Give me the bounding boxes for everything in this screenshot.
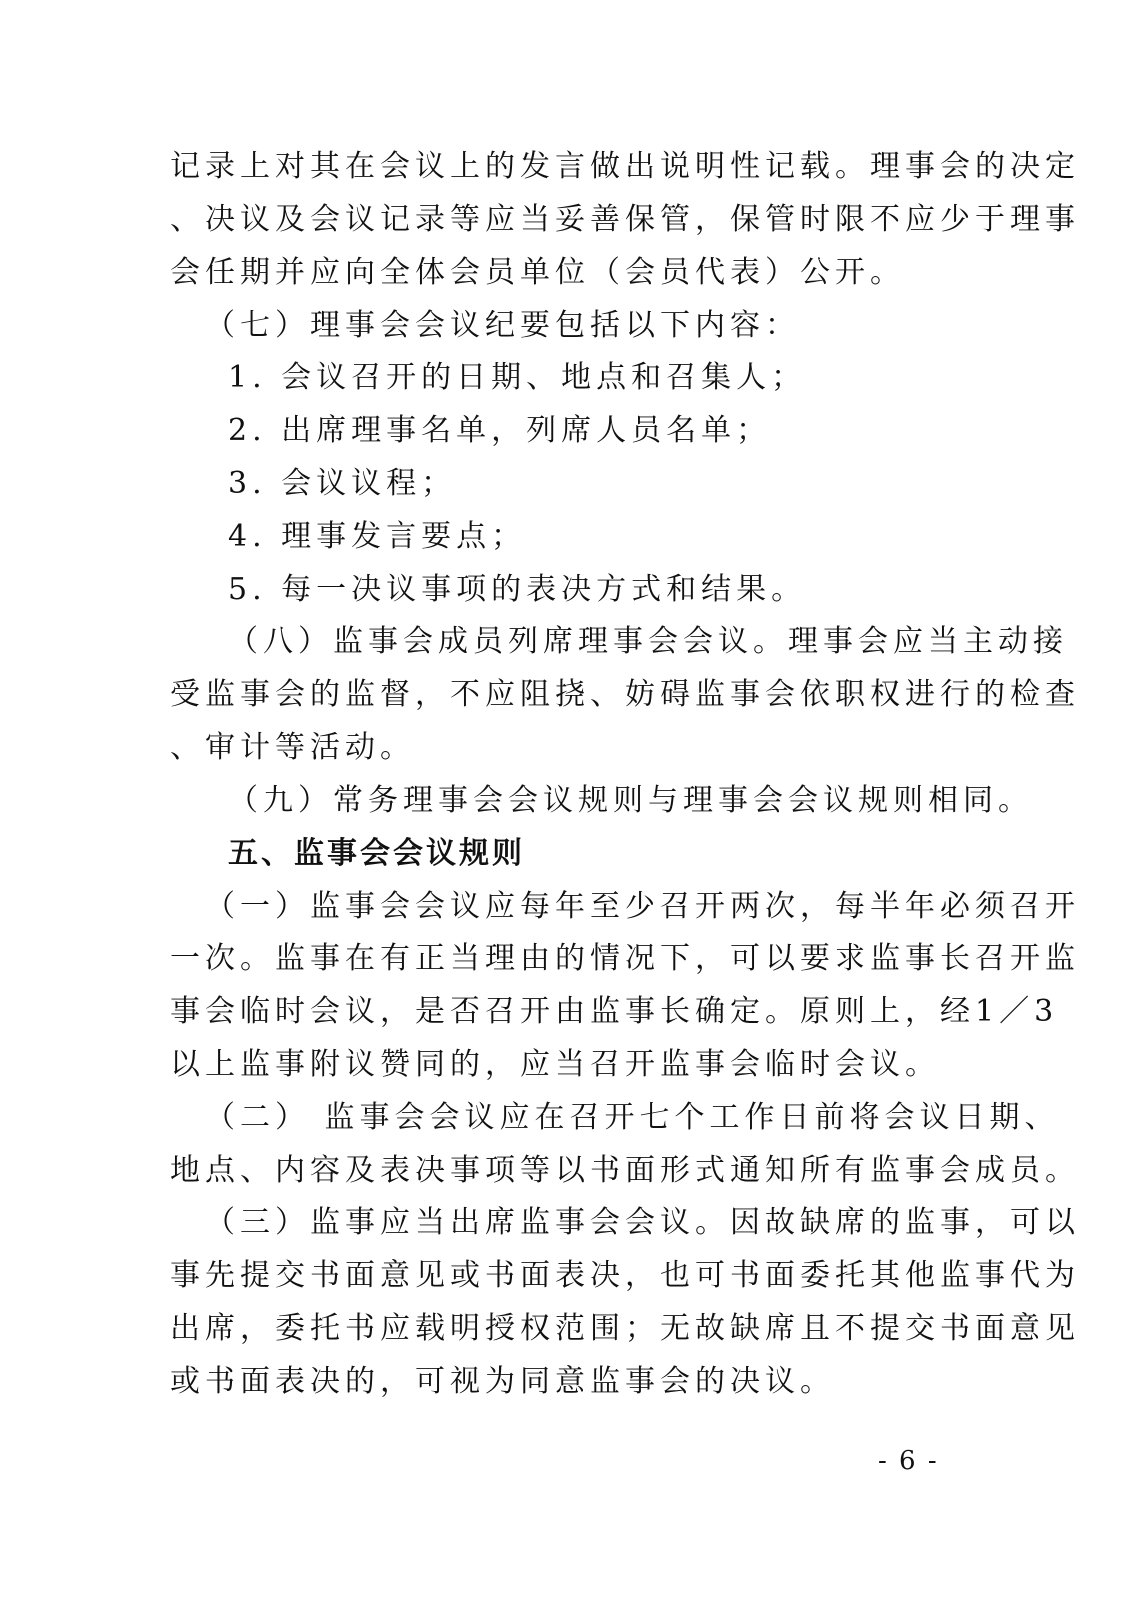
page-number: - 6 - <box>878 1446 939 1476</box>
section-heading: 五、监事会会议规则 <box>228 836 525 871</box>
paragraph-line: 出席，委托书应载明授权范围；无故缺席且不提交书面意见 <box>170 1311 1080 1346</box>
paragraph-line: 会任期并应向全体会员单位（会员代表）公开。 <box>170 255 905 290</box>
paragraph-line: 、审计等活动。 <box>170 730 415 765</box>
list-item-3: 3. 会议议程； <box>228 466 457 501</box>
list-item-1: 1. 会议召开的日期、地点和召集人； <box>228 360 807 395</box>
paragraph-line: 事先提交书面意见或书面表决，也可书面委托其他监事代为 <box>170 1258 1080 1293</box>
list-item-5: 5. 每一决议事项的表决方式和结果。 <box>228 572 807 607</box>
paragraph-line: 事会临时会议，是否召开由监事长确定。原则上，经1／3 <box>170 994 1059 1029</box>
list-item-2: 2. 出席理事名单，列席人员名单； <box>228 413 772 448</box>
paragraph-line: 记录上对其在会议上的发言做出说明性记载。理事会的决定 <box>170 149 1080 184</box>
list-item-4: 4. 理事发言要点； <box>228 519 527 554</box>
clause-3-line: （三）监事应当出席监事会会议。因故缺席的监事，可以 <box>205 1205 1080 1240</box>
clause-2-line: （二） 监事会会议应在召开七个工作日前将会议日期、 <box>205 1100 1060 1135</box>
paragraph-line: 地点、内容及表决事项等以书面形式通知所有监事会成员。 <box>170 1153 1080 1188</box>
paragraph-line: 一次。监事在有正当理由的情况下，可以要求监事长召开监 <box>170 941 1080 976</box>
clause-7-line: （七）理事会会议纪要包括以下内容： <box>205 308 800 343</box>
clause-8-line: （八）监事会成员列席理事会会议。理事会应当主动接 <box>228 624 1068 659</box>
clause-1-line: （一）监事会会议应每年至少召开两次，每半年必须召开 <box>205 889 1080 924</box>
paragraph-line: 或书面表决的，可视为同意监事会的决议。 <box>170 1364 835 1399</box>
clause-9-line: （九）常务理事会会议规则与理事会会议规则相同。 <box>228 783 1033 818</box>
paragraph-line: 、决议及会议记录等应当妥善保管，保管时限不应少于理事 <box>170 202 1080 237</box>
paragraph-line: 以上监事附议赞同的，应当召开监事会临时会议。 <box>170 1047 940 1082</box>
paragraph-line: 受监事会的监督，不应阻挠、妨碍监事会依职权进行的检查 <box>170 677 1080 712</box>
